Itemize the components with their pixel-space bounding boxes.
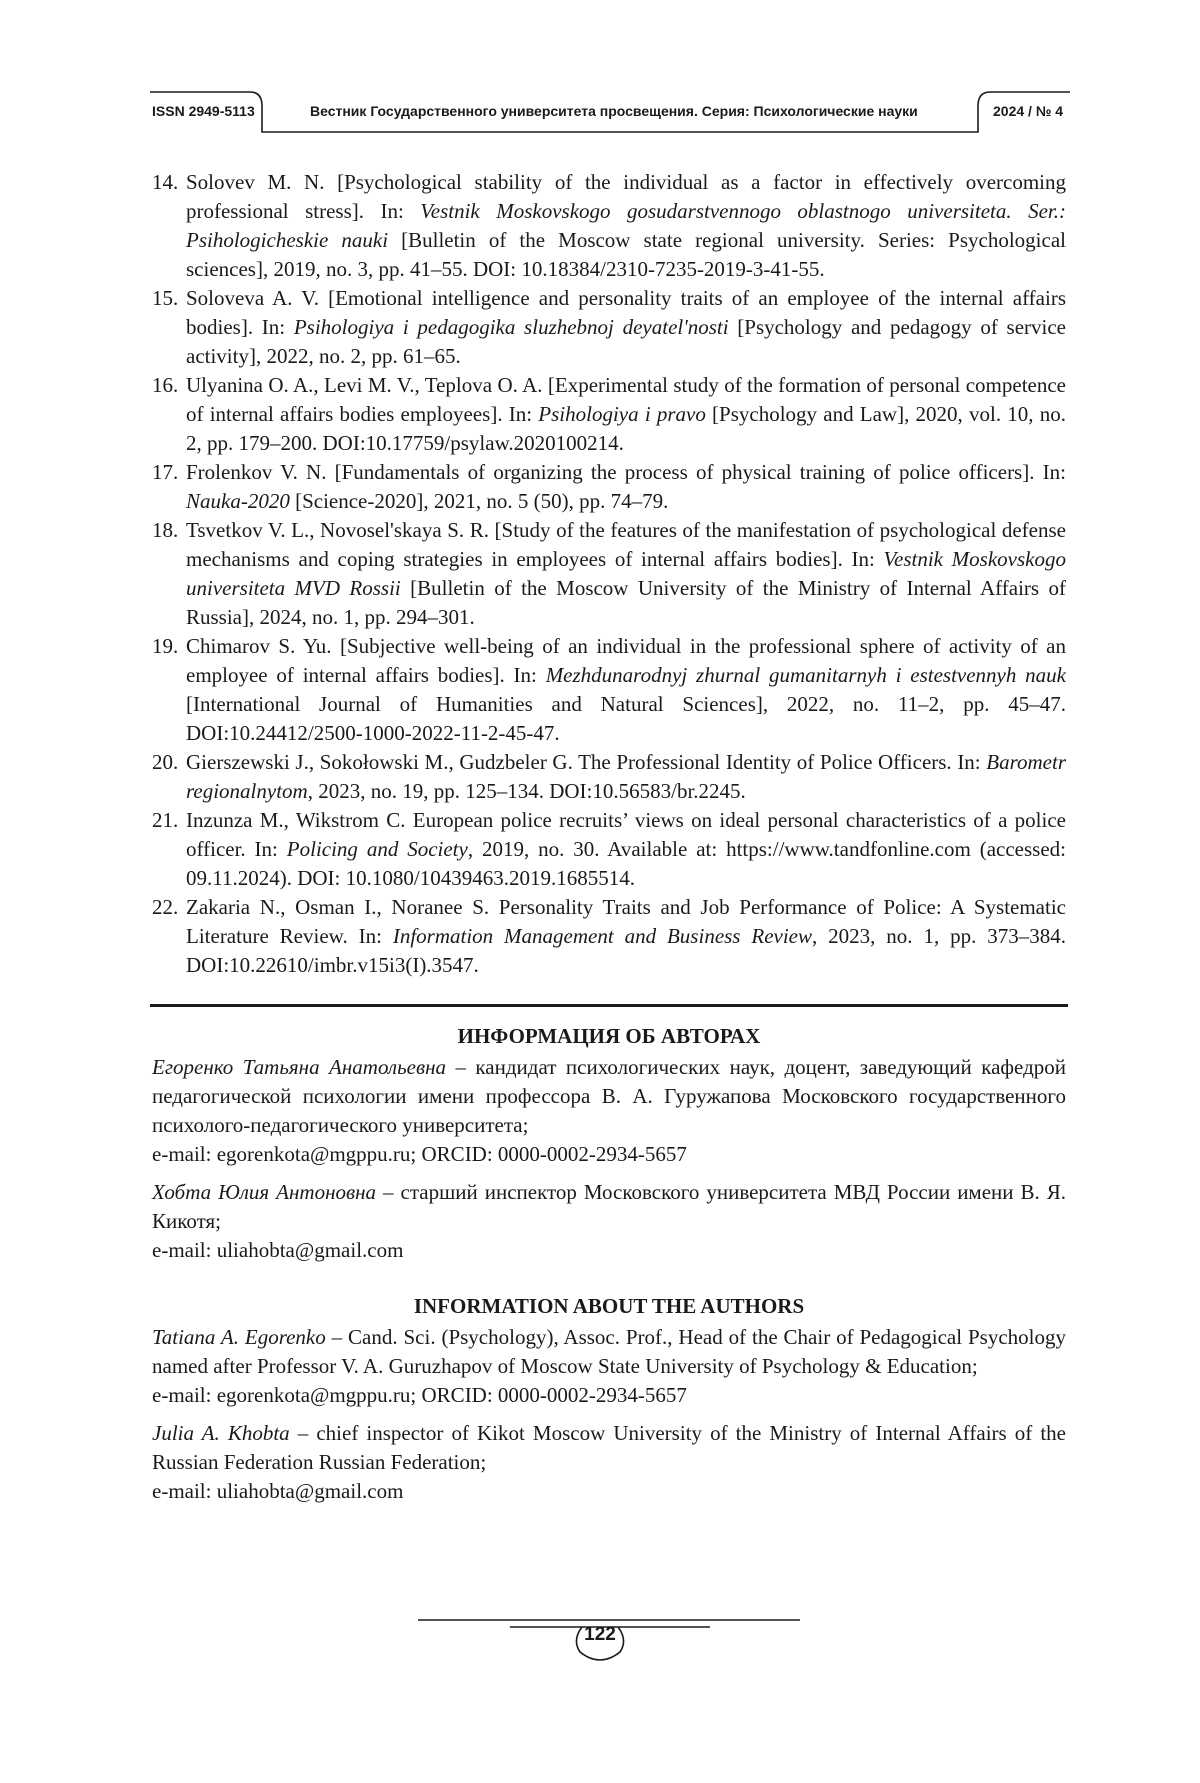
reference-text: Tsvetkov V. L., Novosel'skaya S. R. [Study of the features of the manifestation of psychological defense mechanisms and coping strategies in employees of internal affairs bodies]. In:	[186, 518, 1066, 571]
reference-text: Gierszewski J., Sokołowski M., Gudzbeler G. The Professional Identity of Police Officers. In:	[186, 750, 987, 774]
author-description: – Cand. Sci. (Psychology), Assoc. Prof., Head of the Chair of Pedagogical Psychology named after Professor V. A. Guruzhapov of Moscow State University of Psychology & Education;	[152, 1325, 1066, 1378]
reference-number: 21.	[152, 808, 179, 832]
reference-number: 19.	[152, 634, 179, 658]
authors-info-en	[152, 1292, 1066, 1515]
reference-text: [International Journal of Humanities and Natural Sciences], 2022, no. 11–2, pp. 45–47. DOI:10.24412/2500-1000-2022-11-2-45-47.	[186, 692, 1066, 745]
reference-item	[152, 168, 1066, 284]
reference-source: Information Management and Business Review	[392, 924, 813, 948]
reference-source: Vestnik Moskovskogo universiteta MVD Rossii	[186, 547, 1066, 600]
reference-item	[152, 284, 1066, 371]
reference-source: Barometr regionalnytom	[186, 750, 1066, 803]
author-contact: e-mail: uliahobta@gmail.com	[152, 1479, 404, 1503]
reference-text: Soloveva A. V. [Emotional intelligence and personality traits of an employee of the internal affairs bodies]. In:	[186, 286, 1066, 339]
reference-number: 15.	[152, 286, 179, 310]
reference-item	[152, 748, 1066, 806]
reference-item	[152, 516, 1066, 632]
reference-number: 22.	[152, 895, 179, 919]
page-number: 122	[584, 1624, 616, 1645]
reference-item	[152, 371, 1066, 458]
reference-text: [Psychology and Law], 2020, vol. 10, no. 2, pp. 179–200. DOI:10.17759/psylaw.2020100214.	[186, 402, 1066, 455]
author-description: – chief inspector of Kikot Moscow University of the Ministry of Internal Affairs of the Russian Federation Russian Federation;	[152, 1421, 1066, 1474]
reference-text: [Bulletin of the Moscow state regional university. Series: Psychological sciences], 2019, no. 3, pp. 41–55. DOI: 10.18384/2310-7235-2019-3-41-55.	[186, 228, 1066, 281]
author-contact: e-mail: egorenkota@mgppu.ru; ORCID: 0000-0002-2934-5657	[152, 1142, 687, 1166]
author-contact: e-mail: egorenkota@mgppu.ru; ORCID: 0000-0002-2934-5657	[152, 1383, 687, 1407]
reference-text: Chimarov S. Yu. [Subjective well-being of an individual in the professional sphere of activity of an employee of internal affairs bodies]. In:	[186, 634, 1066, 687]
section-title: INFORMATION ABOUT THE AUTHORS	[413, 1294, 805, 1318]
reference-text: Solovev M. N. [Psychological stability of the individual as a factor in effectively overcoming professional stress]. In:	[186, 170, 1066, 223]
reference-item	[152, 632, 1066, 748]
reference-source: Vestnik Moskovskogo gosudarstvennogo oblastnogo universiteta. Ser.: Psihologicheskie nauki	[186, 199, 1066, 252]
author-name: Julia A. Khobta	[152, 1421, 290, 1445]
reference-source: Mezhdunarodnyj zhurnal gumanitarnyh i estestvennyh nauk	[545, 663, 1066, 687]
reference-source: Psihologiya i pedagogika sluzhebnoj deyatel'nosti	[293, 315, 729, 339]
author-entry	[152, 1323, 1066, 1410]
header-frame	[0, 0, 1200, 140]
issn: ISSN 2949-5113	[152, 103, 255, 119]
author-description: – старший инспектор Московского университета МВД России имени В. Я. Кикотя;	[152, 1180, 1066, 1233]
reference-number: 18.	[152, 518, 179, 542]
reference-text: [Bulletin of the Moscow University of the Ministry of Internal Affairs of Russia], 2024, no. 1, pp. 294–301.	[186, 576, 1066, 629]
author-name: Tatiana A. Egorenko	[152, 1325, 326, 1349]
reference-text: [Science-2020], 2021, no. 5 (50), pp. 74–79.	[289, 489, 669, 513]
reference-text: Frolenkov V. N. [Fundamentals of organizing the process of physical training of police officers]. In:	[186, 460, 1066, 484]
reference-text: , 2023, no. 19, pp. 125–134. DOI:10.56583/br.2245.	[307, 779, 746, 803]
reference-text: Ulyanina O. A., Levi M. V., Teplova O. A. [Experimental study of the formation of personal competence of internal affairs bodies employees]. In:	[186, 373, 1066, 426]
issue-number: 2024 / № 4	[993, 103, 1064, 119]
reference-item	[152, 806, 1066, 893]
author-name: Хобта Юлия Антоновна	[152, 1180, 377, 1204]
reference-item	[152, 458, 1066, 516]
journal-title: Вестник Государственного университета просвещения. Серия: Психологические науки	[310, 103, 918, 119]
author-entry	[152, 1419, 1066, 1506]
section-title: ИНФОРМАЦИЯ ОБ АВТОРАХ	[457, 1024, 761, 1048]
reference-text: [Psychology and pedagogy of service activity], 2022, no. 2, pp. 61–65.	[186, 315, 1066, 368]
authors-info-ru	[152, 1022, 1066, 1274]
reference-number: 16.	[152, 373, 179, 397]
reference-text: Inzunza M., Wikstrom C. European police recruits’ views on ideal personal characteristics of a police officer. In:	[186, 808, 1066, 861]
author-name: Егоренко Татьяна Анатольевна	[152, 1055, 446, 1079]
reference-number: 14.	[152, 170, 179, 194]
reference-number: 17.	[152, 460, 179, 484]
reference-number: 20.	[152, 750, 179, 774]
reference-text: Zakaria N., Osman I., Noranee S. Personality Traits and Job Performance of Police: A Systematic Literature Review. In:	[186, 895, 1066, 948]
author-description: – кандидат психологических наук, доцент, заведующий кафедрой педагогической психологии имени профессора В. А. Гуружапова Московского государственного психолого-педагогического университета;	[152, 1055, 1066, 1137]
reference-list	[152, 168, 1066, 980]
reference-text: , 2019, no. 30. Available at: https://www.tandfonline.com (accessed: 09.11.2024). DOI: 10.1080/10439463.2019.1685514.	[186, 837, 1066, 890]
author-entry	[152, 1053, 1066, 1169]
reference-text: , 2023, no. 1, pp. 373–384. DOI:10.22610/imbr.v15i3(I).3547.	[186, 924, 1066, 977]
section-divider	[150, 1004, 1068, 1007]
reference-source: Nauka-2020	[186, 489, 290, 513]
reference-source: Policing and Society	[286, 837, 468, 861]
author-contact: e-mail: uliahobta@gmail.com	[152, 1238, 404, 1262]
reference-item	[152, 893, 1066, 980]
reference-source: Psihologiya i pravo	[538, 402, 706, 426]
author-entry	[152, 1178, 1066, 1265]
